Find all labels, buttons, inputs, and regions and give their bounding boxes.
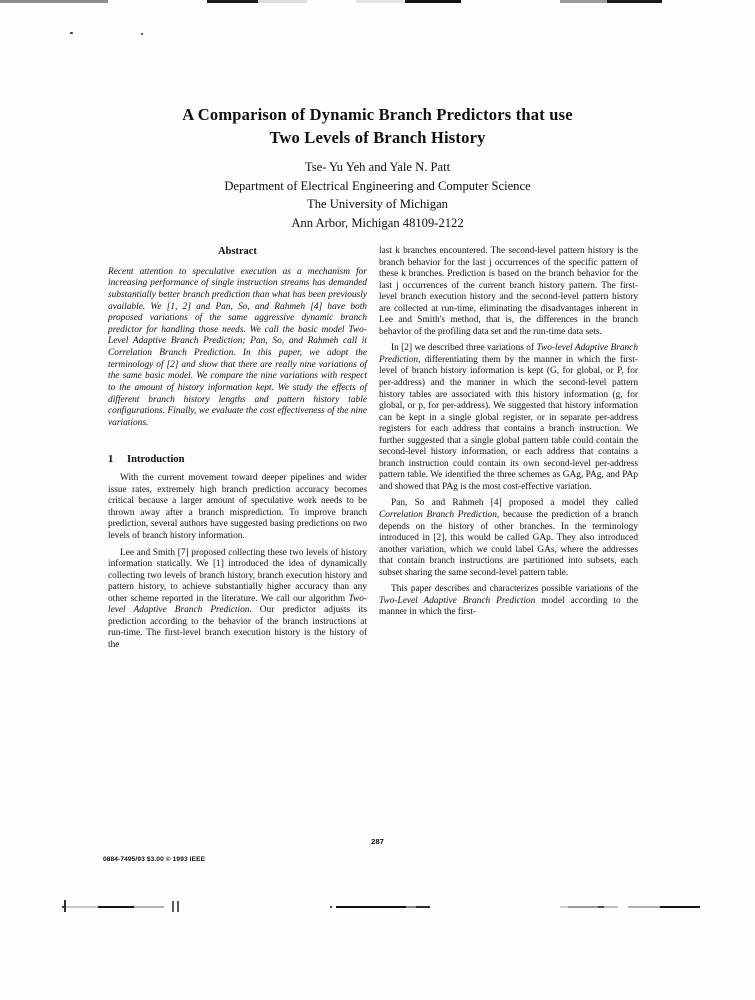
paragraph: This paper describes and characterizes possible variations of the Two-Level Adaptive Branch Prediction model according to the manner in which the first-: [379, 584, 638, 618]
copyright-notice: 0884-7495/93 $3.00 © 1993 IEEE: [103, 856, 206, 863]
paper-title-block: [100, 103, 655, 149]
affiliation-address: Ann Arbor, Michigan 48109-2122: [291, 215, 464, 230]
author-affiliation-block: [100, 158, 655, 232]
page-number: 287: [371, 837, 384, 846]
author-names: Tse- Yu Yeh and Yale N. Patt: [304, 160, 451, 174]
paragraph: Lee and Smith [7] proposed collecting these two levels of history information statically. We [1] introduced the idea of dynamically collecting two levels of branch history, branch execution history and pattern history, to achieve substantially higher accuracy than any other scheme reported in the literature. We call our algorithm Two-level Adaptive Branch Prediction. Our predictor adjusts its prediction according to the behavior of the branch instructions at run-time. The first-level branch execution history is the history of the: [108, 547, 367, 650]
page-title: [100, 103, 655, 149]
right-column: [379, 246, 638, 619]
scan-artifact-tick: [177, 901, 179, 912]
paragraph: With the current movement toward deeper pipelines and wider issue rates, extremely high branch prediction accuracy becomes critical because a larger amount of speculative work needs to be thrown away after a branch misprediction. To improve branch prediction, several authors have suggested basing predictions on two levels of branch history information.: [108, 473, 367, 542]
title-line-2: Two Levels of Branch History: [269, 128, 486, 147]
paragraph: last k branches encountered. The second-level pattern history is the branch behavior for the last j occurrences of the specific pattern of these k branches. Prediction is based on the branch behavior for the last j occurrences of the current branch history pattern. The first-level branch execution history and the second-level pattern history are collected at run-time, eliminating the disadvantages inherent in Lee and Smith's method, that is, the differences in the branch behavior of the profiling data set and the run-time data sets.: [379, 246, 638, 337]
affiliation-department: Department of Electrical Engineering and Computer Science: [224, 178, 531, 193]
affiliation-university: The University of Michigan: [307, 197, 448, 212]
paragraph: In [2] we described three variations of Two-level Adaptive Branch Prediction, differentiating them by the manner in which the first-level of branch history information is kept (G, for global, or P, for per-address) and the manner in which the second-level pattern history tables are associated with this history information (g, for global, or p, for per-address). We suggested that history information can be kept in a single global register, or in separate per-address registers for each address that contains a branch instruction. We further suggested that a single global pattern table could contain the second-level history information, or each address that contains a branch instruction could contain its own second-level per-address pattern table. We identified the three schemes as GAg, PAg, and PAp and showed that PAg is the most cost-effective variation.: [379, 343, 639, 492]
section-number: 1: [108, 453, 114, 465]
introduction-heading: [108, 454, 367, 466]
abstract-text: Recent attention to speculative execution as a mechanism for increasing performance of single instruction streams has demanded substantially better branch prediction than what has been previously available. We [1, 2] and Pan, So, and Rahmeh [4] have both proposed variations of the same aggressive dynamic branch predictor for handling those needs. We call the basic model Two-Level Adaptive Branch Prediction; Pan, So, and Rahmeh call it Correlation Branch Prediction. In this paper, we adopt the terminology of [2] and show that there are really nine variations of the same basic model. We compare the nine variations with respect to the amount of history information kept. We study the effects of different branch history lengths and pattern history table configurations. Finally, we evaluate the cost effectiveness of the nine variations.: [108, 266, 367, 429]
scan-artifact-tick: [172, 901, 174, 912]
scan-artifact-tick: [64, 900, 66, 912]
section-spacer: [108, 430, 367, 454]
paragraph: Pan, So and Rahmeh [4] proposed a model they called Correlation Branch Prediction, because the prediction of a branch depends on the history of other branches. In the terminology introduced in [2], this would be called GAp. They also introduced another variation, which we could label GAs, where the addresses that contain branch instructions are partitioned into subsets, each subset sharing the same second-level pattern table.: [379, 498, 638, 578]
section-title: Introduction: [127, 453, 185, 465]
left-column: [108, 246, 367, 651]
title-line-1: A Comparison of Dynamic Branch Predictors that use: [182, 105, 573, 124]
abstract-heading: Abstract: [218, 246, 257, 257]
